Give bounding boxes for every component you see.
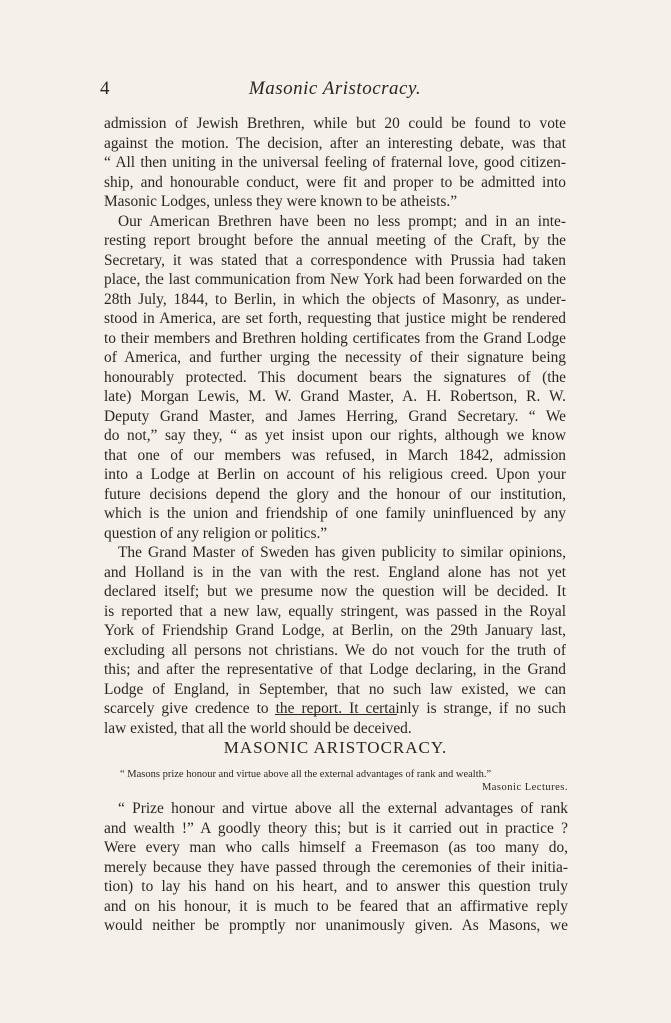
running-head xyxy=(100,78,570,102)
body-line: do not,” say they, “ as yet insist upon our rights, although we know xyxy=(104,427,566,444)
body-line: and Holland is in the van with the rest. England alone has not yet xyxy=(104,563,566,581)
body-line: Secretary, it was stated that a correspondence with Prussia had taken xyxy=(104,251,566,269)
body-line: that one of our members was refused, in March 1842, admission xyxy=(104,446,566,464)
page-number: 4 xyxy=(100,78,110,99)
epigraph-quote: “ Masons prize honour and virtue above all the external advantages of rank and wealth.” xyxy=(120,769,492,780)
body-line: future decisions depend the glory and the honour of our institution, xyxy=(104,485,566,503)
body-line: late) Morgan Lewis, M. W. Grand Master, A. H. Robertson, R. W. xyxy=(104,388,566,405)
body-line: Deputy Grand Master, and James Herring, Grand Secretary. “ We xyxy=(104,407,566,425)
body-line: “ All then uniting in the universal feeling of fraternal love, good citizen- xyxy=(104,154,566,171)
section-line: merely because they have passed through the ceremonies of their initia- xyxy=(104,858,568,876)
epigraph xyxy=(120,768,568,794)
body-line: resting report brought before the annual meeting of the Craft, by the xyxy=(104,232,566,249)
body-line: is reported that a new law, equally stringent, was passed in the Royal xyxy=(104,602,566,620)
body-line: to their members and Brethren holding certificates from the Grand Lodge xyxy=(104,329,566,347)
body-line: which is the union and friendship of one family uninfluenced by any xyxy=(104,505,566,522)
body-line: Lodge of England, in September, that no such law existed, we can xyxy=(104,680,566,698)
section-line: tion) to lay his hand on his heart, and to answer this question truly xyxy=(104,878,568,895)
running-title: Masonic Aristocracy. xyxy=(248,78,422,99)
body-line: scarcely give credence to the report. It certainly is strange, if no such xyxy=(104,700,566,717)
body-line: Masonic Lodges, unless they were known to be atheists.” xyxy=(104,193,458,210)
section-line: and on his honour, it is much to be feared that an affirmative reply xyxy=(104,897,568,915)
section-line: would neither be promptly nor unanimously given. As Masons, we xyxy=(104,917,568,934)
body-line: this; and after the representative of that Lodge declaring, in the Grand xyxy=(104,661,566,678)
body-line: declared itself; but we presume now the question will be decided. It xyxy=(104,583,566,600)
body-line: 28th July, 1844, to Berlin, in which the objects of Masonry, as under- xyxy=(104,290,566,308)
section-divider xyxy=(275,714,397,715)
body-line: question of any religion or politics.” xyxy=(104,524,328,542)
body-line: admission of Jewish Brethren, while but 20 could be found to vote xyxy=(104,115,566,132)
body-line: into a Lodge at Berlin on account of his religious creed. Upon your xyxy=(104,466,566,483)
body-line: honourably protected. This document bears the signatures of (the xyxy=(104,368,566,386)
section-line: and wealth !” A goodly theory this; but is it carried out in practice ? xyxy=(104,819,568,837)
body-line: The Grand Master of Sweden has given publicity to similar opinions, xyxy=(118,544,566,561)
section-line: Were every man who calls himself a Freemason (as too many do, xyxy=(104,839,568,856)
body-line: of America, and further urging the necessity of their signature being xyxy=(104,349,566,366)
body-line: York of Friendship Grand Lodge, at Berlin, on the 29th January last, xyxy=(104,622,566,639)
section-line: “ Prize honour and virtue above all the external advantages of rank xyxy=(118,800,568,817)
body-line: law existed, that all the world should be deceived. xyxy=(104,719,412,737)
body-line: Our American Brethren have been no less prompt; and in an inte- xyxy=(118,212,566,230)
body-line: ship, and honourable conduct, were fit and proper to be admitted into xyxy=(104,173,566,191)
body-line: stood in America, are set forth, requesting that justice might be rendered xyxy=(104,310,566,327)
section-title: MASONIC ARISTOCRACY. xyxy=(223,738,448,757)
epigraph-source: Masonic Lectures. xyxy=(481,782,568,793)
body-line: against the motion. The decision, after an interesting debate, was that xyxy=(104,134,566,152)
body-line: excluding all persons not christians. We do not vouch for the truth of xyxy=(104,641,566,659)
section-text xyxy=(104,799,568,936)
body-line: place, the last communication from New York had been forwarded on the xyxy=(104,271,566,288)
body-text xyxy=(104,114,566,738)
